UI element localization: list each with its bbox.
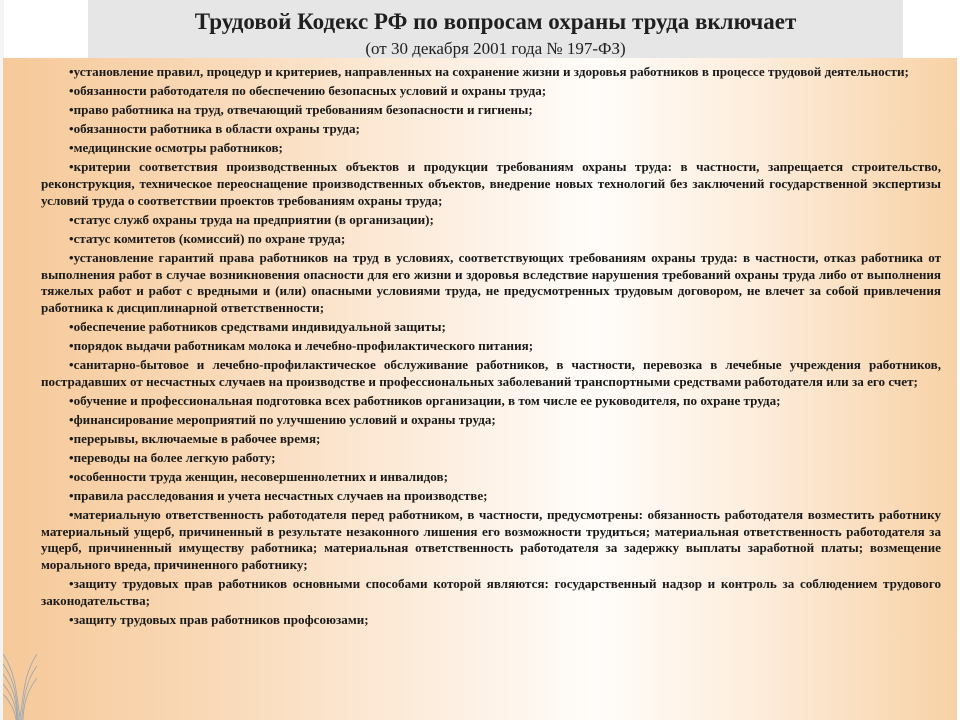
bullet-icon: • bbox=[69, 488, 74, 504]
list-item bbox=[41, 357, 941, 393]
provisions-list bbox=[41, 64, 941, 631]
list-item-text: перерывы, включаемые в рабочее время; bbox=[73, 430, 321, 446]
bullet-icon: • bbox=[69, 411, 74, 427]
list-item bbox=[41, 250, 941, 319]
list-item-text: обеспечение работников средствами индивидуальной защиты; bbox=[73, 318, 446, 334]
bullet-icon: • bbox=[69, 430, 74, 446]
list-item-text: обучение и профессиональная подготовка всех работников организации, в том числе ее руководителя, по охране труда; bbox=[73, 392, 781, 408]
bullet-icon: • bbox=[69, 392, 74, 408]
bullet-icon: • bbox=[69, 611, 74, 627]
list-item bbox=[41, 102, 941, 121]
list-item bbox=[41, 507, 941, 576]
list-item-text: установление правил, процедур и критериев, направленных на сохранение жизни и здоровья работников в процессе трудовой деятельности; bbox=[73, 64, 909, 79]
list-item-text: правила расследования и учета несчастных случаев на производстве; bbox=[73, 488, 488, 504]
list-item-text: обязанности работодателя по обеспечению безопасных условий и охраны труда; bbox=[73, 83, 547, 99]
list-item bbox=[41, 576, 941, 612]
list-item bbox=[41, 212, 941, 231]
list-item-text: порядок выдачи работникам молока и лечебно-профилактического питания; bbox=[73, 337, 534, 353]
list-item-text: особенности труда женщин, несовершеннолетних и инвалидов; bbox=[73, 469, 448, 485]
list-item bbox=[41, 159, 941, 211]
bullet-icon: • bbox=[69, 140, 74, 156]
list-item-text: санитарно-бытовое и лечебно-профилактическое обслуживание работников, в частности, перевозка в лечебные учреждения работников, пострадавших от несчастных случаев на производстве и профессиональных заболеваний транспортными средствами работодателя или за его счет; bbox=[41, 357, 941, 389]
bullet-icon: • bbox=[69, 469, 74, 485]
bullet-icon: • bbox=[69, 357, 74, 372]
list-item bbox=[41, 412, 941, 431]
list-item bbox=[41, 612, 941, 631]
list-item-text: материальную ответственность работодателя перед работником, в частности, предусмотрены: обязанность работодателя возместить работнику материальный ущерб, причиненный в результате незаконного лишения его возможности трудиться; материальная ответственность работодателя за ущерб, причиненный имуществу работника; материальная ответственность работодателя за задержку выплаты заработной платы; возмещение морального вреда, причиненного работнику; bbox=[41, 507, 941, 573]
bullet-icon: • bbox=[69, 121, 74, 137]
bullet-icon: • bbox=[69, 337, 74, 353]
bullet-icon: • bbox=[69, 249, 74, 265]
list-item-text: статус служб охраны труда на предприятии (в организации); bbox=[73, 211, 434, 227]
list-item bbox=[41, 431, 941, 450]
list-item-text: переводы на более легкую работу; bbox=[73, 449, 276, 465]
list-item bbox=[41, 450, 941, 469]
list-item bbox=[41, 393, 941, 412]
list-item bbox=[41, 64, 941, 83]
bullet-icon: • bbox=[69, 230, 74, 246]
list-item-text: право работника на труд, отвечающий требованиям безопасности и гигиены; bbox=[73, 102, 533, 118]
bullet-icon: • bbox=[69, 211, 74, 227]
bullet-icon: • bbox=[69, 83, 74, 99]
list-item-text: критерии соответствия производственных объектов и продукции требованиям охраны труда: в частности, запрещается строительство, реконструкция, техническое переоснащение производственных объектов, внедрение новых технологий без заключений государственной экспертизы условий труда о соответствии проектов требованиям охраны труда; bbox=[41, 159, 941, 208]
bullet-icon: • bbox=[69, 64, 74, 79]
list-item bbox=[41, 488, 941, 507]
list-item bbox=[41, 121, 941, 140]
bullet-icon: • bbox=[69, 159, 74, 175]
list-item-text: защиту трудовых прав работников основными способами которой являются: государственный надзор и контроль за соблюдением трудового законодательства; bbox=[41, 576, 941, 608]
bullet-icon: • bbox=[69, 318, 74, 334]
list-item bbox=[41, 338, 941, 357]
list-item bbox=[41, 83, 941, 102]
bullet-icon: • bbox=[69, 576, 74, 592]
list-item-text: защиту трудовых прав работников профсоюзами; bbox=[73, 611, 369, 627]
slide-subtitle: (от 30 декабря 2001 года № 197-ФЗ) bbox=[365, 39, 626, 58]
list-item-text: финансирование мероприятий по улучшению условий и охраны труда; bbox=[73, 411, 496, 427]
bullet-icon: • bbox=[69, 507, 74, 523]
list-item bbox=[41, 140, 941, 159]
decorative-line-pattern bbox=[3, 654, 37, 720]
list-item-text: обязанности работника в области охраны труда; bbox=[73, 121, 360, 137]
list-item bbox=[41, 231, 941, 250]
bullet-icon: • bbox=[69, 449, 74, 465]
list-item-text: статус комитетов (комиссий) по охране труда; bbox=[73, 230, 346, 246]
content-panel bbox=[3, 58, 957, 720]
list-item-text: установление гарантий права работников на труд в условиях, соответствующих требованиям охраны труда: в частности, отказ работника от выполнения работ в случае возникновения опасности для его жизни и здоровья вследствие нарушения требований охраны труда либо от выполнения тяжелых работ и работ с вредными и (или) опасными условиями труда, не предусмотренных трудовым договором, не влечет за собой привлечения работника к дисциплинарной ответственности; bbox=[41, 249, 941, 315]
slide-title: Трудовой Кодекс РФ по вопросам охраны труда включает bbox=[194, 9, 797, 34]
list-item bbox=[41, 469, 941, 488]
list-item-text: медицинские осмотры работников; bbox=[73, 140, 283, 156]
bullet-icon: • bbox=[69, 102, 74, 118]
list-item bbox=[41, 319, 941, 338]
